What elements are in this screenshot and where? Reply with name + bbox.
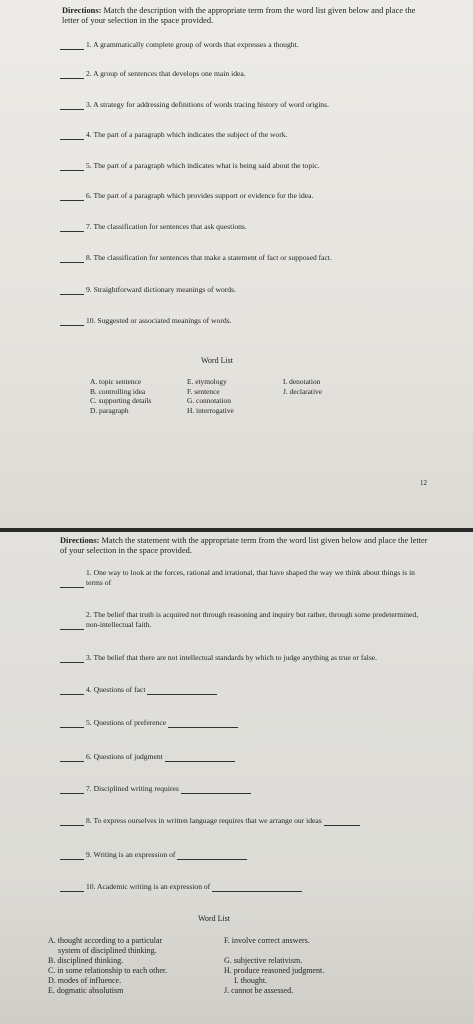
answer-blank[interactable] [60,891,84,892]
answer-blank[interactable] [60,629,84,630]
question-item: 7. Disciplined writing requires [60,784,443,794]
word-list-column: A. topic sentence B. controlling idea C. supporting details D. paragraph [90,377,152,415]
word-list-title: Word List [201,356,234,365]
fill-blank[interactable] [212,891,302,892]
answer-blank[interactable] [60,859,84,860]
question-item: 9. Straightforward dictionary meanings of words. [60,285,443,295]
directions-label: Directions: [60,536,100,545]
question-item: 10. Suggested or associated meanings of words. [60,316,443,326]
question-item: 7. The classification for sentences that ask questions. [60,222,443,232]
question-item: 3. A strategy for addressing definitions of words tracing history of word origins. [60,100,443,110]
answer-blank[interactable] [60,761,84,762]
question-item: 4. Questions of fact [60,685,443,695]
question-item: 2. The belief that truth is acquired not through reasoning and inquiry but rather, through some predetermined, non-intellectual faith. [60,610,443,630]
directions-label: Directions: [62,6,102,15]
worksheet-page-2 [0,532,473,1024]
question-item: 5. Questions of preference [60,718,443,728]
answer-blank[interactable] [60,262,84,263]
directions [62,6,433,26]
word-list-column: F. involve correct answers. G. subjective relativism. H. produce reasoned judgment. I. thought. J. cannot be assessed. [224,936,325,995]
answer-blank[interactable] [60,78,84,79]
answer-blank[interactable] [60,109,84,110]
answer-blank[interactable] [60,587,84,588]
fill-blank[interactable] [324,825,360,826]
directions-text: Match the description with the appropriate term from the word list given below and place the letter of your selection in the space provided. [62,6,416,25]
answer-blank[interactable] [60,793,84,794]
page-number: 12 [420,479,427,487]
word-list-column: I. denotation J. declarative [283,377,322,396]
question-item: 1. A grammatically complete group of words that expresses a thought. [60,40,443,50]
answer-blank[interactable] [60,200,84,201]
answer-blank[interactable] [60,139,84,140]
answer-blank[interactable] [60,662,84,663]
question-item: 10. Academic writing is an expression of [60,882,443,892]
fill-blank[interactable] [168,727,238,728]
question-item: 6. The part of a paragraph which provides support or evidence for the idea. [60,191,443,201]
question-item: 8. To express ourselves in written language requires that we arrange our ideas [60,816,443,826]
directions [60,536,433,556]
fill-blank[interactable] [177,859,247,860]
word-list-column: A. thought according to a particular system of disciplined thinking. B. disciplined thinking. C. in some relationship to each other. D. modes of influence. E. dogmatic absolutism [48,936,168,995]
question-item: 3. The belief that there are not intellectual standards by which to judge anything as true or false. [60,653,443,663]
answer-blank[interactable] [60,325,84,326]
word-list-title: Word List [198,914,231,923]
question-item: 1. One way to look at the forces, rational and irrational, that have shaped the way we think about things is in terms of [60,568,443,588]
answer-blank[interactable] [60,825,84,826]
answer-blank[interactable] [60,694,84,695]
question-item: 9. Writing is an expression of [60,850,443,860]
answer-blank[interactable] [60,294,84,295]
answer-blank[interactable] [60,727,84,728]
directions-text: Match the statement with the appropriate term from the word list given below and place the letter of your selection in the space provided. [60,536,428,555]
answer-blank[interactable] [60,231,84,232]
fill-blank[interactable] [165,761,235,762]
question-item: 6. Questions of judgment [60,752,443,762]
answer-blank[interactable] [60,49,84,50]
question-item: 2. A group of sentences that develops one main idea. [60,69,443,79]
fill-blank[interactable] [181,793,251,794]
answer-blank[interactable] [60,170,84,171]
word-list-column: E. etymology F. sentence G. connotation H. interrogative [187,377,234,415]
fill-blank[interactable] [147,694,217,695]
question-item: 8. The classification for sentences that make a statement of fact or supposed fact. [60,253,443,263]
question-item: 5. The part of a paragraph which indicates what is being said about the topic. [60,161,443,171]
question-item: 4. The part of a paragraph which indicates the subject of the work. [60,130,443,140]
